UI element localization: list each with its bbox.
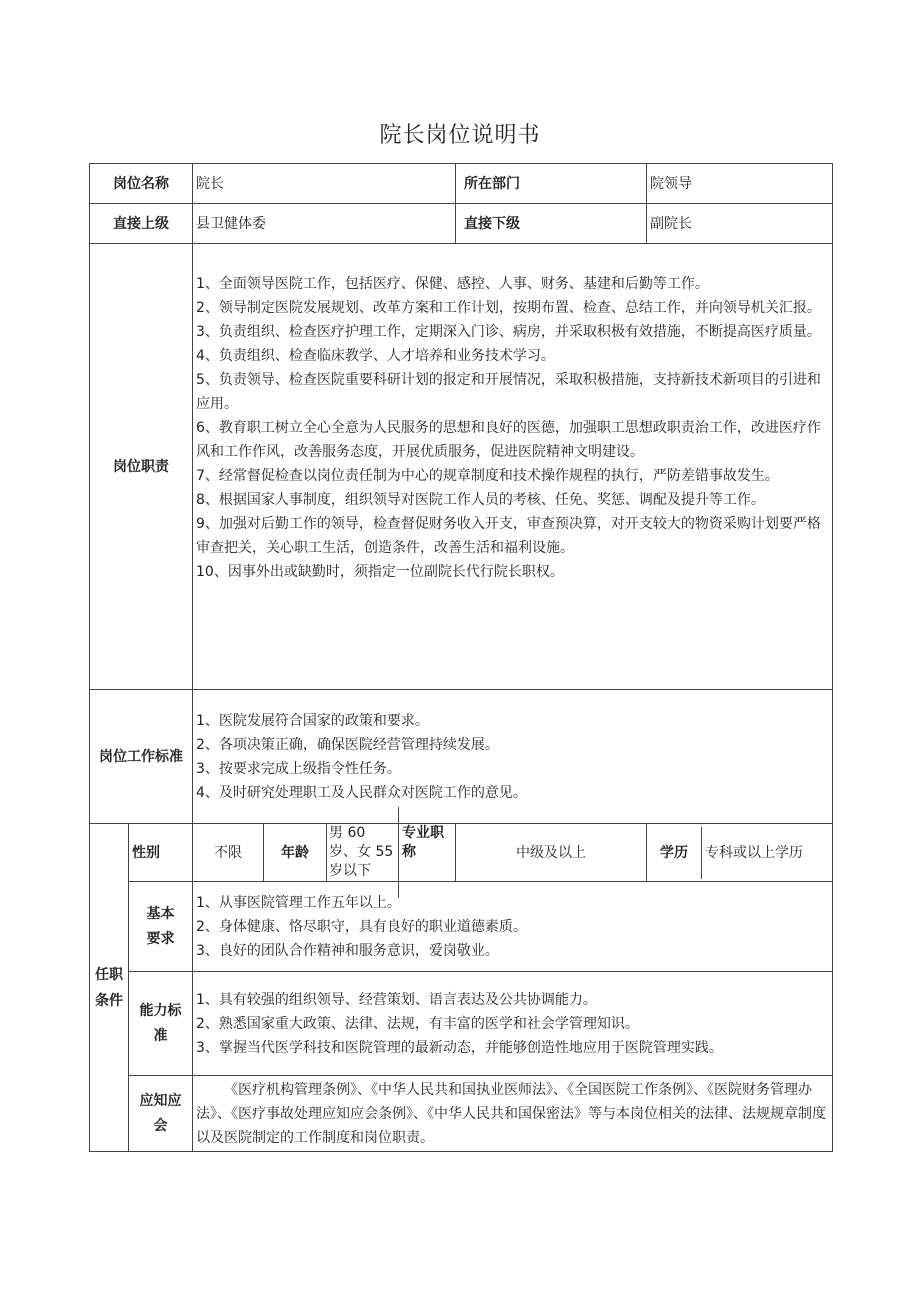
superior-value: 县卫健体委 <box>193 204 456 244</box>
duty-item: 1、全面领导医院工作，包括医疗、保健、感控、人事、财务、基建和后勤等工作。 <box>196 276 709 292</box>
basic-item: 3、良好的团队合作精神和服务意识，爱岗敬业。 <box>196 942 499 959</box>
title-value: 中级及以上 <box>456 824 647 882</box>
gender-value: 不限 <box>193 824 264 882</box>
duties-label: 岗位职责 <box>90 244 193 690</box>
standard-item: 2、各项决策正确，确保医院经营管理持续发展。 <box>196 736 499 753</box>
duty-item: 4、负责组织、检查临床教学、人才培养和业务技术学习。 <box>196 348 555 364</box>
gender-label: 性别 <box>129 824 193 882</box>
knowledge-content: 《医疗机构管理条例》、《中华人民共和国执业医师法》、《全国医院工作条例》、《医院财务管理办法》、《医疗事故处理应知应会条例》、《中华人民共和国保密法》等与本岗位相关的法律、法规规章制度以及医院制定的工作制度和岗位职责。 <box>193 1076 833 1152</box>
duties-content <box>193 244 833 690</box>
subordinate-value: 副院长 <box>647 204 833 244</box>
age-label: 年龄 <box>264 824 327 882</box>
standard-item: 3、按要求完成上级指令性任务。 <box>196 760 401 777</box>
duty-item: 7、经常督促检查以岗位责任制为中心的规章制度和技术操作规程的执行，严防差错事故发生。 <box>196 468 779 484</box>
department-value: 院领导 <box>647 164 833 204</box>
ability-standards-label: 能力标准 <box>129 972 193 1076</box>
duty-item: 5、负责领导、检查医院重要科研计划的报定和开展情况，采取积极措施，支持新技术新项目的引进和应用。 <box>196 372 821 412</box>
subordinate-label: 直接下级 <box>456 204 647 244</box>
basic-item: 2、身体健康、恪尽职守，具有良好的职业道德素质。 <box>196 918 527 935</box>
duty-item: 6、教育职工树立全心全意为人民服务的思想和良好的医德，加强职工思想政职责治工作，改进医疗作风和工作作风，改善服务态度，开展优质服务，促进医院精神文明建设。 <box>196 420 821 460</box>
standards-content <box>193 690 833 824</box>
department-label: 所在部门 <box>456 164 647 204</box>
position-name-label: 岗位名称 <box>90 164 193 204</box>
basic-requirements-content <box>193 882 833 972</box>
duty-item: 3、负责组织、检查医疗护理工作，定期深入门诊、病房，并采取积极有效措施，不断提高医疗质量。 <box>196 324 821 340</box>
duty-item: 2、领导制定医院发展规划、改革方案和工作计划，按期布置、检查、总结工作，并向领导机关汇报。 <box>196 300 821 316</box>
basic-requirements-label: 基本要求 <box>129 882 193 972</box>
age-value <box>327 824 456 882</box>
duty-item: 8、根据国家人事制度，组织领导对医院工作人员的考核、任免、奖惩、调配及提升等工作。 <box>196 492 765 508</box>
age-value-text: 男 60 岁、女 55 岁以下 <box>329 825 394 879</box>
standard-item: 4、及时研究处理职工及人民群众对医院工作的意见。 <box>196 784 527 801</box>
superior-label: 直接上级 <box>90 204 193 244</box>
education-cell <box>647 824 833 882</box>
page-title: 院长岗位说明书 <box>379 123 541 148</box>
ability-standards-content <box>193 972 833 1076</box>
duty-item: 10、因事外出或缺勤时，须指定一位副院长代行院长职权。 <box>196 564 564 580</box>
standard-item: 1、医院发展符合国家的政策和要求。 <box>196 712 429 729</box>
education-label: 学历 <box>647 827 702 879</box>
basic-item: 1、从事医院管理工作五年以上。 <box>196 894 401 911</box>
ability-item: 2、熟悉国家重大政策、法律、法规，有丰富的医学和社会学管理知识。 <box>196 1015 639 1032</box>
title-label: 专业职称 <box>398 807 456 898</box>
knowledge-label: 应知应会 <box>129 1076 193 1152</box>
standards-label: 岗位工作标准 <box>90 690 193 824</box>
qualifications-label: 任职条件 <box>90 824 129 1152</box>
job-description-table <box>89 163 833 1152</box>
duty-item: 9、加强对后勤工作的领导，检查督促财务收入开支，审查预决算，对开支较大的物资采购计划要严格审查把关，关心职工生活，创造条件，改善生活和福利设施。 <box>196 516 821 556</box>
ability-item: 3、掌握当代医学科技和医院管理的最新动态，并能够创造性地应用于医院管理实践。 <box>196 1039 723 1056</box>
ability-item: 1、具有较强的组织领导、经营策划、语言表达及公共协调能力。 <box>196 991 597 1008</box>
education-value: 专科或以上学历 <box>705 844 804 861</box>
position-name-value: 院长 <box>193 164 456 204</box>
